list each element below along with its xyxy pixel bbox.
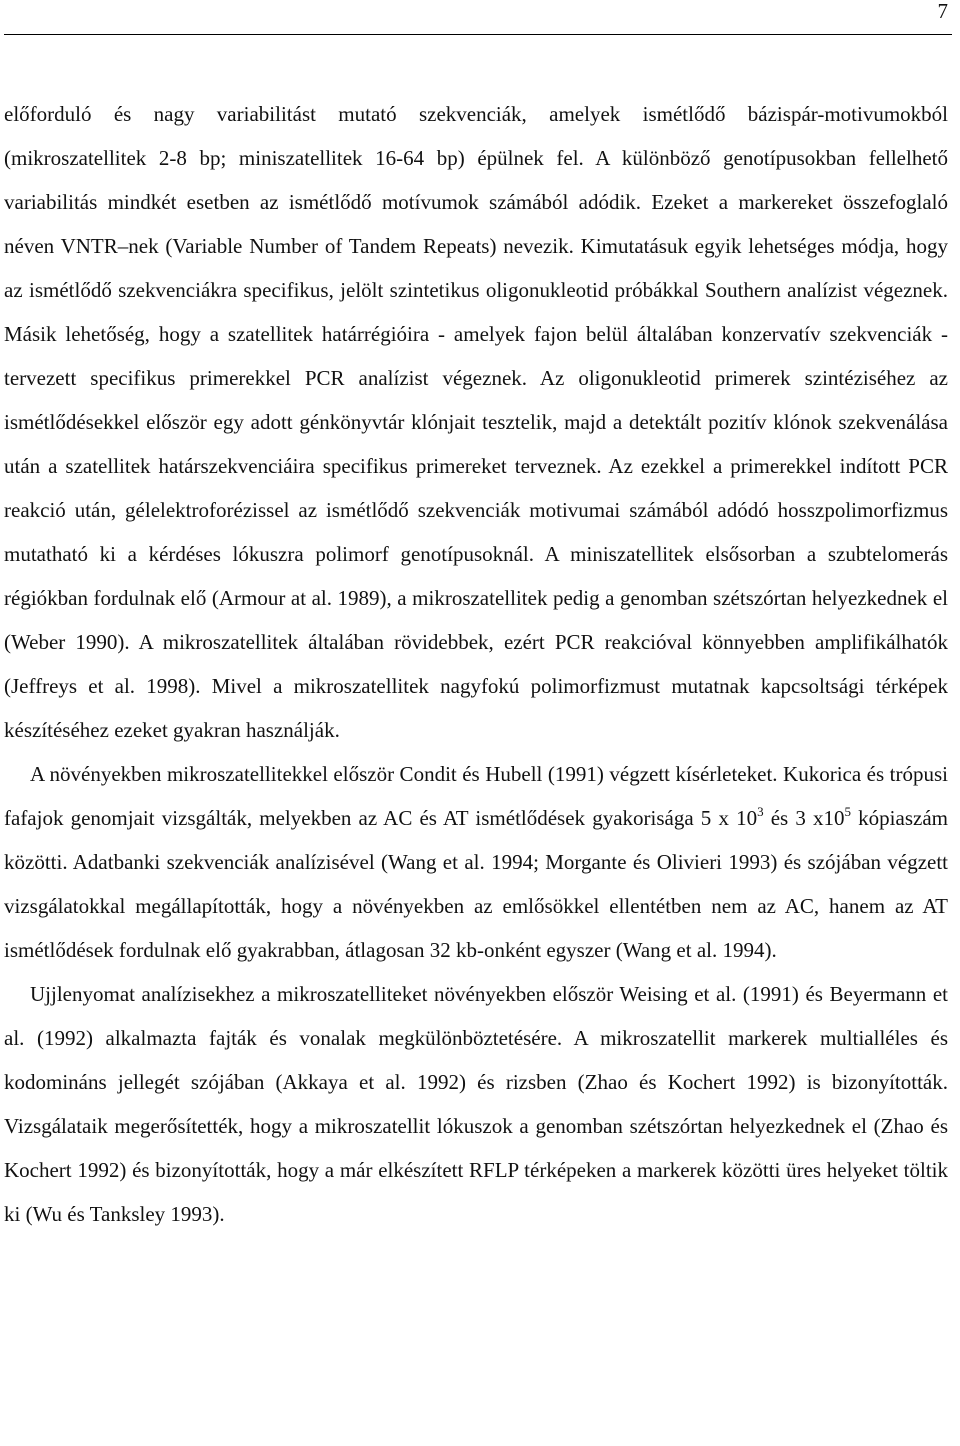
paragraph-2-part-2: és 3 x10: [763, 806, 845, 830]
paragraph-3: Ujjlenyomat analízisekhez a mikroszatelliteket növényekben először Weising et al. (1991) és Beyermann et al. (1992) alkalmazta fajták és vonalak megkülönböztetésére. A mikroszatellit markerek multialléles és kodomináns jellegét szójában (Akkaya et al. 1992) és rizsben (Zhao és Kochert 1992) is bizonyították. Vizsgálataik megerősítették, hogy a mikroszatellit lókuszok a genomban szétszórtan helyezkednek el (Zhao és Kochert 1992) és bizonyították, hogy a már elkészített RFLP térképeken a markerek közötti üres helyeket töltik ki (Wu és Tanksley 1993).: [4, 982, 948, 1226]
paragraph-1: előforduló és nagy variabilitást mutató szekvenciák, amelyek ismétlődő bázispár-motivumokból (mikroszatellitek 2-8 bp; miniszatellitek 16-64 bp) épülnek fel. A különböző genotípusokban fellelhető variabilitás mindkét esetben az ismétlődő motívumok számából adódik. Ezeket a markereket összefoglaló néven VNTR–nek (Variable Number of Tandem Repeats) nevezik. Kimutatásuk egyik lehetséges módja, hogy az ismétlődő szekvenciákra specifikus, jelölt szintetikus oligonukleotid próbákkal Southern analízist végeznek. Másik lehetőség, hogy a szatellitek határrégióira - amelyek fajon belül általában konzervatív szekvenciák - tervezett specifikus primerekkel PCR analízist végeznek. Az oligonukleotid primerek szintéziséhez az ismétlődésekkel először egy adott génkönyvtár klónjait tesztelik, majd a detektált pozitív klónok szekvenálása után a szatellitek határszekvenciáira specifikus primereket terveznek. Az ezekkel a primerekkel indított PCR reakció után, gélelektroforézissel az ismétlődő szekvenciák motivumai számából adódó hosszpolimorfizmus mutatható ki a kérdéses lókuszra polimorf genotípusoknál. A miniszatellitek elsősorban a szubtelomerás régiókban fordulnak elő (Armour at al. 1989), a mikroszatellitek pedig a genomban szétszórtan helyezkednek el (Weber 1990). A mikroszatellitek általában rövidebbek, ezért PCR reakcióval könnyebben amplifikálhatók (Jeffreys et al. 1998). Mivel a mikroszatellitek nagyfokú polimorfizmust mutatnak kapcsoltsági térképek készítéséhez ezeket gyakran használják.: [4, 102, 948, 742]
superscript-3: 3: [757, 804, 764, 819]
page-number: 7: [937, 0, 948, 23]
paragraph-2-part-1: A növényekben mikroszatellitekkel először Condit és Hubell (1991) végzett kísérleteket. Kukorica és trópusi fafajok genomjait vizsgálták, melyekben az AC és AT ismétlődések gyakorisága 5 x 10: [4, 762, 948, 830]
header-rule: [4, 34, 952, 35]
paragraph-2-part-3: kópiaszám közötti. Adatbanki szekvenciák analízisével (Wang et al. 1994; Morgante és Olivieri 1993) és szójában végzett vizsgálatokkal megállapították, hogy a növényekben az emlősökkel ellentétben nem az AC, hanem az AT ismétlődések fordulnak elő gyakrabban, átlagosan 32 kb-onként egyszer (Wang et al. 1994).: [4, 806, 948, 962]
paragraph-2: [4, 752, 948, 972]
body-text: [4, 92, 948, 1236]
superscript-5: 5: [844, 804, 852, 819]
